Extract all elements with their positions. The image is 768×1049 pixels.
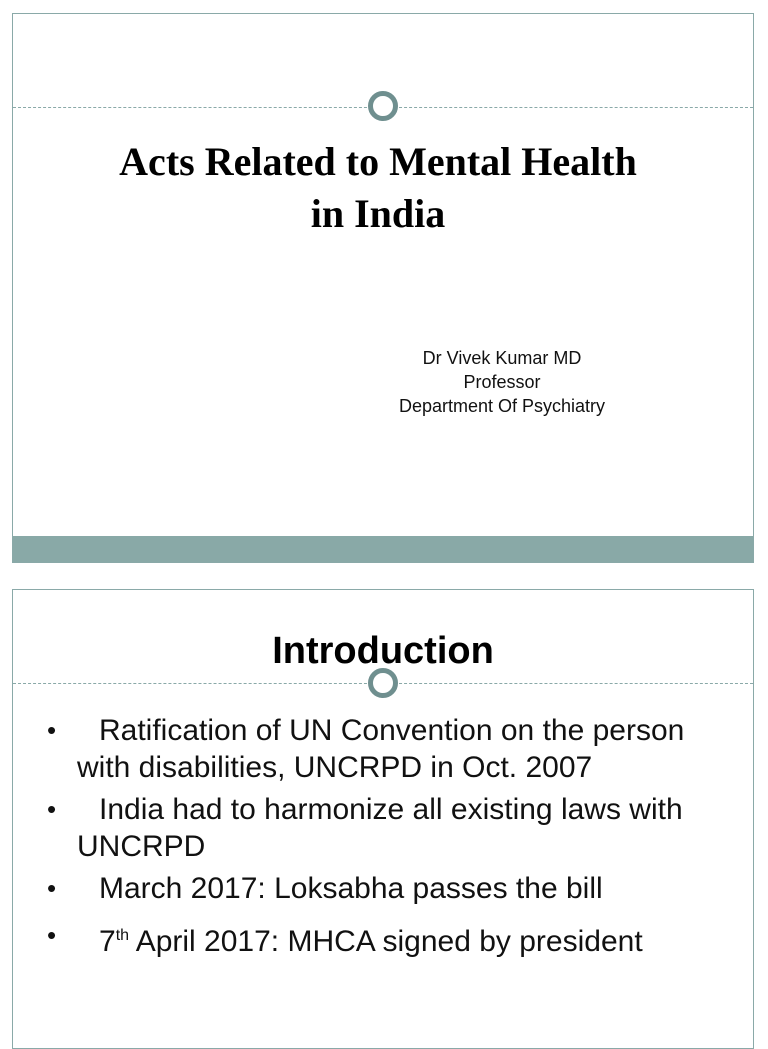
author-position: Professor — [463, 372, 541, 392]
title-line-2: in India — [310, 191, 446, 236]
author-block — [372, 346, 632, 418]
title-slide — [12, 13, 754, 563]
author-name: Dr Vivek Kumar MD — [422, 348, 582, 368]
slide-footer-bar — [13, 536, 753, 562]
bullet-icon: • — [47, 873, 57, 903]
bullet-text: March 2017: Loksabha passes the bill — [99, 872, 603, 905]
bullet-text: 7th April 2017: MHCA signed by president — [99, 925, 643, 958]
bullet-item — [47, 917, 737, 960]
author-department: Department Of Psychiatry — [398, 396, 606, 416]
bullet-icon: • — [47, 715, 57, 745]
slide-title — [0, 136, 756, 240]
bullet-icon: • — [47, 794, 57, 824]
slide-title: Introduction — [272, 630, 494, 672]
bullet-text: Ratification of UN Convention on the person with disabilities, UNCRPD in Oct. 2007 — [77, 714, 685, 784]
bullet-item — [47, 791, 737, 865]
bullet-text: India had to harmonize all existing laws with UNCRPD — [77, 793, 683, 863]
bullet-item — [47, 712, 737, 786]
bullet-list — [47, 712, 737, 965]
introduction-slide — [12, 589, 754, 1049]
circle-ornament-icon — [368, 91, 398, 121]
bullet-item — [47, 870, 737, 907]
bullet-icon: • — [47, 920, 57, 950]
title-line-1: Acts Related to Mental Health — [119, 139, 637, 184]
